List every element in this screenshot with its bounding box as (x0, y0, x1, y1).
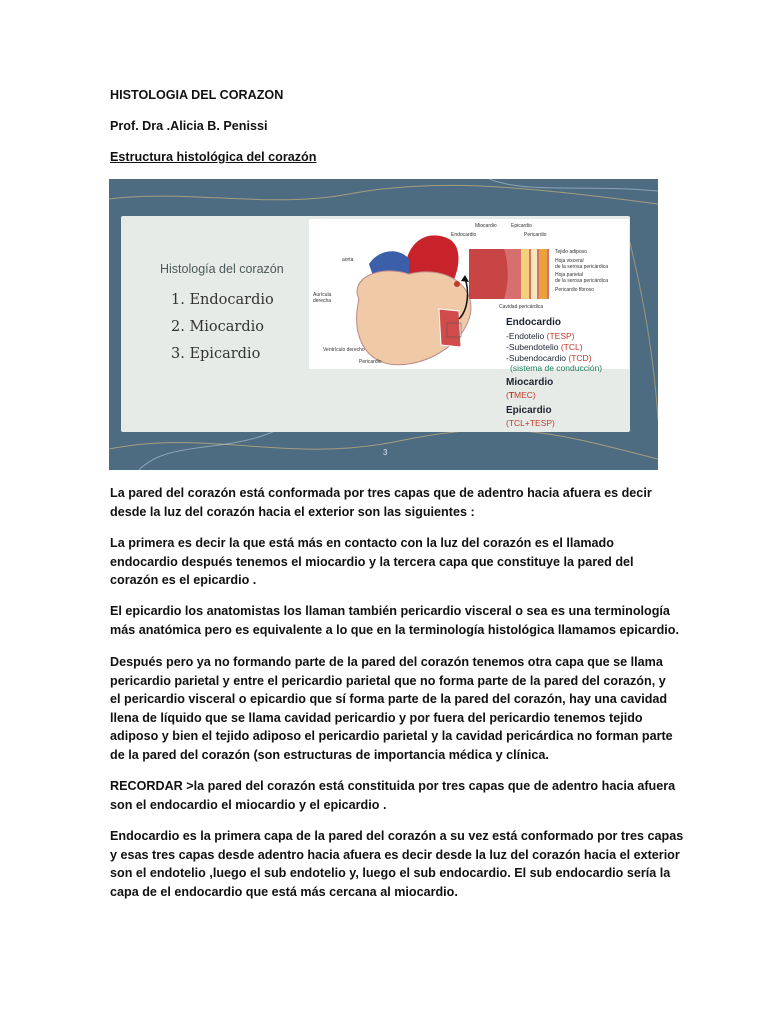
paragraph-line: son el endotelio ,luego el sub endotelio y, luego el sub endocardio. El sub endocardio sería la (110, 866, 671, 881)
paragraph-5 (110, 777, 676, 814)
paragraph-4 (110, 653, 673, 765)
paragraph-line: RECORDAR >la pared del corazón está constituida por tres capas que de adentro hacia afuera (110, 779, 676, 793)
document-title: HISTOLOGIA DEL CORAZON (110, 88, 284, 102)
label-auricula-2: derecha (313, 298, 332, 304)
paragraph-line: desde la luz del corazón hacia el exterior son las siguientes : (110, 504, 475, 519)
legend-conduccion: (sistema de conducción) (510, 363, 603, 373)
paragraph-line: Endocardio es la primera capa de la pared del corazón a su vez está conformado por tres capas (110, 829, 684, 843)
label-hoja-visceral-2: de la serosa pericárdica (555, 264, 609, 270)
paragraph-line: y esas tres capas desde adentro hacia afuera es decir desde la luz del corazón hacia el exterior (110, 847, 680, 862)
paragraph-line: de la pared del corazón (son estructuras de importancia médica y clínica. (110, 747, 549, 762)
legend-epicardio-tag: (TCL+TESP) (506, 418, 555, 428)
paragraph-1 (110, 484, 662, 521)
section-heading: Estructura histológica del corazón (110, 150, 317, 164)
label-hoja-parietal-2: de la serosa pericárdica (555, 278, 609, 284)
paragraph-3 (110, 602, 679, 639)
label-hoja-visceral-1: Hoja visceral (555, 258, 584, 264)
paragraph-line: La pared del corazón está conformada por tres capas que de adentro hacia afuera es decir (110, 486, 652, 500)
label-tejido-adiposo: Tejido adiposo (555, 249, 587, 255)
legend-miocardio-title: Miocardio (506, 377, 554, 388)
slide-title: Histología del corazón (160, 262, 284, 276)
paragraph-6 (110, 827, 684, 901)
slide-image (109, 179, 658, 470)
legend-endocardio-title: Endocardio (506, 317, 562, 328)
paragraph-line: endocardio después tenemos el miocardio y la tercera capa que constituye la pared del (110, 554, 634, 569)
label-pericardio-layer: Pericardio (524, 232, 547, 238)
paragraph-line: son el endocardio el miocardio y el epicardio . (110, 797, 387, 812)
slide-item-epicardio: 3. Epicardio (171, 346, 261, 362)
label-ventriculo: Ventrículo derecho (323, 347, 365, 353)
label-pericardio-fibroso: Pericardio fibroso (555, 287, 594, 293)
label-miocardio: Miocardio (475, 223, 497, 229)
paragraph-2 (110, 534, 662, 590)
legend-subendotelio: -Subendotelio (TCL) (506, 342, 583, 352)
label-aorta: aorta (342, 257, 354, 263)
legend-endotelio: -Endotelio (TESP) (506, 331, 575, 341)
label-pericardio-heart: Pericardio (359, 359, 382, 365)
paragraph-line: pericardio parietal y entre el pericardio parietal que no forma parte de la pared del corazón, y (110, 673, 666, 688)
label-hoja-parietal-1: Hoja parietal (555, 272, 584, 278)
paragraph-line: Después pero ya no formando parte de la pared del corazón tenemos otra capa que se llama (110, 655, 663, 669)
label-epicardio: Epicardio (511, 223, 532, 229)
paragraph-line: corazón es el epicardio . (110, 573, 257, 588)
slide-page-number: 3 (383, 448, 388, 457)
label-auricula-1: Aurícula (313, 292, 332, 298)
slide-item-miocardio: 2. Miocardio (171, 319, 265, 335)
label-endocardio: Endocardio (451, 232, 477, 238)
paragraph-line: La primera es decir la que está más en contacto con la luz del corazón es el llamado (110, 536, 614, 550)
paragraph-line: más anatómica pero es equivalente a lo que en la terminología histológica llamamos epicardio. (110, 622, 679, 637)
legend-epicardio-title: Epicardio (506, 405, 552, 416)
paragraph-line: El epicardio los anatomistas los llaman también pericardio visceral o sea es una terminología (110, 604, 670, 618)
paragraph-line: capa de el endocardio que está más cercana al miocardio. (110, 884, 458, 899)
document-author: Prof. Dra .Alicia B. Penissi (110, 119, 268, 133)
paragraph-line: llena de líquido que se llama cavidad pericardio y por fuera del pericardio tenemos tejido (110, 710, 643, 725)
label-cavidad: Cavidad pericárdica (499, 304, 544, 310)
paragraph-line: el pericardio visceral o epicardio que sí forma parte de la pared del corazón, hay una cavidad (110, 692, 668, 707)
legend-subendocardio: -Subendocardio (TCD) (506, 353, 592, 363)
paragraph-line: adiposo y bien el tejido adiposo el pericardio parietal y la cavidad pericárdica no forman parte (110, 729, 673, 744)
slide-item-endocardio: 1. Endocardio (171, 292, 274, 308)
legend-miocardio-tag: (TMEC) (506, 390, 536, 400)
